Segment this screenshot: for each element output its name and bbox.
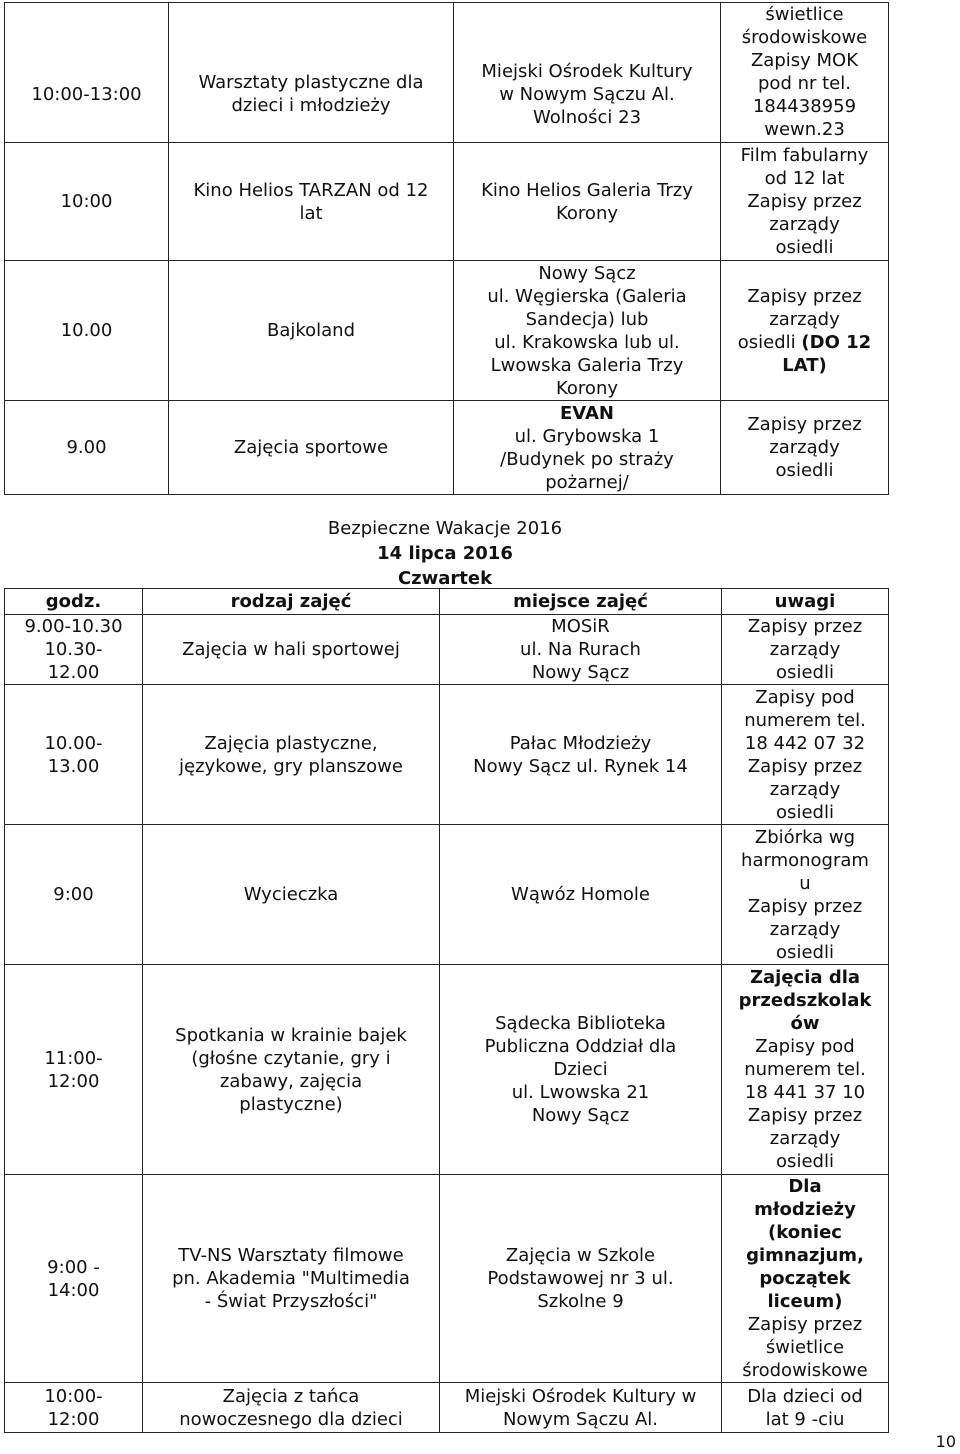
- place-cell: Zajęcia w Szkole Podstawowej nr 3 ul. Szkolne 9: [440, 1175, 722, 1383]
- place-cell: Miejski Ośrodek Kultury w Nowym Sączu Al. Wolności 23: [454, 3, 721, 143]
- table-row: [5, 615, 889, 685]
- activity-cell: Bajkoland: [169, 261, 454, 401]
- notes-cell: Zajęcia dla przedszkolak ów Zapisy pod numerem tel. 18 441 37 10 Zapisy przez zarządy osiedli: [722, 965, 889, 1175]
- schedule-table-bottom: [4, 588, 889, 1433]
- table-row: [5, 825, 889, 965]
- notes-cell: świetlice środowiskowe Zapisy MOK pod nr tel. 184438959 wewn.23: [721, 3, 889, 143]
- time-cell: 11:00- 12:00: [5, 965, 143, 1175]
- time-cell: 9:00 - 14:00: [5, 1175, 143, 1383]
- activity-cell: Zajęcia plastyczne, językowe, gry planszowe: [143, 685, 440, 825]
- column-header: rodzaj zajęć: [143, 589, 440, 615]
- time-cell: 9.00: [5, 401, 169, 495]
- activity-cell: Zajęcia sportowe: [169, 401, 454, 495]
- table-row: [5, 401, 889, 495]
- table-row: [5, 261, 889, 401]
- column-header: miejsce zajęć: [440, 589, 722, 615]
- notes-cell: Film fabularny od 12 lat Zapisy przez zarządy osiedli: [721, 143, 889, 261]
- activity-cell: Spotkania w krainie bajek (głośne czytanie, gry i zabawy, zajęcia plastyczne): [143, 965, 440, 1175]
- table-row: [5, 143, 889, 261]
- time-cell: 10.00: [5, 261, 169, 401]
- place-cell: Pałac Młodzieży Nowy Sącz ul. Rynek 14: [440, 685, 722, 825]
- table-row: [5, 1383, 889, 1433]
- place-cell: Miejski Ośrodek Kultury w Nowym Sączu Al.: [440, 1383, 722, 1433]
- time-cell: 10.00- 13.00: [5, 685, 143, 825]
- heading-date: 14 lipca 2016: [377, 543, 513, 564]
- time-cell: 10:00: [5, 143, 169, 261]
- notes-cell: Zapisy pod numerem tel. 18 442 07 32 Zapisy przez zarządy osiedli: [722, 685, 889, 825]
- notes-cell: Zbiórka wg harmonogram u Zapisy przez zarządy osiedli: [722, 825, 889, 965]
- heading-title: Bezpieczne Wakacje 2016: [327, 518, 563, 539]
- place-cell: EVAN ul. Grybowska 1 /Budynek po straży pożarnej/: [454, 401, 721, 495]
- heading-weekday: Czwartek: [397, 568, 493, 589]
- column-header: godz.: [5, 589, 143, 615]
- time-cell: 9.00-10.30 10.30- 12.00: [5, 615, 143, 685]
- time-cell: 9:00: [5, 825, 143, 965]
- table-row: [5, 1175, 889, 1383]
- column-header: uwagi: [722, 589, 889, 615]
- place-cell: Kino Helios Galeria Trzy Korony: [454, 143, 721, 261]
- place-cell: MOSiR ul. Na Rurach Nowy Sącz: [440, 615, 722, 685]
- activity-cell: Kino Helios TARZAN od 12 lat: [169, 143, 454, 261]
- notes-cell: Dla młodzieży (koniec gimnazjum, początek liceum) Zapisy przez świetlice środowiskowe: [722, 1175, 889, 1383]
- table-row: [5, 685, 889, 825]
- notes-cell: Zapisy przez zarządy osiedli (DO 12 LAT): [721, 261, 889, 401]
- time-cell: 10:00- 12:00: [5, 1383, 143, 1433]
- activity-cell: TV-NS Warsztaty filmowe pn. Akademia "Multimedia - Świat Przyszłości": [143, 1175, 440, 1383]
- schedule-table-top: [4, 2, 889, 495]
- place-cell: Wąwóz Homole: [440, 825, 722, 965]
- table-row: [5, 3, 889, 143]
- table-row: [5, 965, 889, 1175]
- activity-cell: Zajęcia z tańca nowoczesnego dla dzieci: [143, 1383, 440, 1433]
- activity-cell: Wycieczka: [143, 825, 440, 965]
- activity-cell: Warsztaty plastyczne dla dzieci i młodzieży: [169, 3, 454, 143]
- place-cell: Sądecka Biblioteka Publiczna Oddział dla Dzieci ul. Lwowska 21 Nowy Sącz: [440, 965, 722, 1175]
- notes-cell: Zapisy przez zarządy osiedli: [722, 615, 889, 685]
- page-number: 10: [935, 1432, 956, 1451]
- table-header-row: [5, 589, 889, 615]
- section-heading: [0, 516, 890, 591]
- notes-cell: Dla dzieci od lat 9 -ciu: [722, 1383, 889, 1433]
- place-cell: Nowy Sącz ul. Węgierska (Galeria Sandecja) lub ul. Krakowska lub ul. Lwowska Galeria Trzy Korony: [454, 261, 721, 401]
- time-cell: 10:00-13:00: [5, 3, 169, 143]
- notes-cell: Zapisy przez zarządy osiedli: [721, 401, 889, 495]
- activity-cell: Zajęcia w hali sportowej: [143, 615, 440, 685]
